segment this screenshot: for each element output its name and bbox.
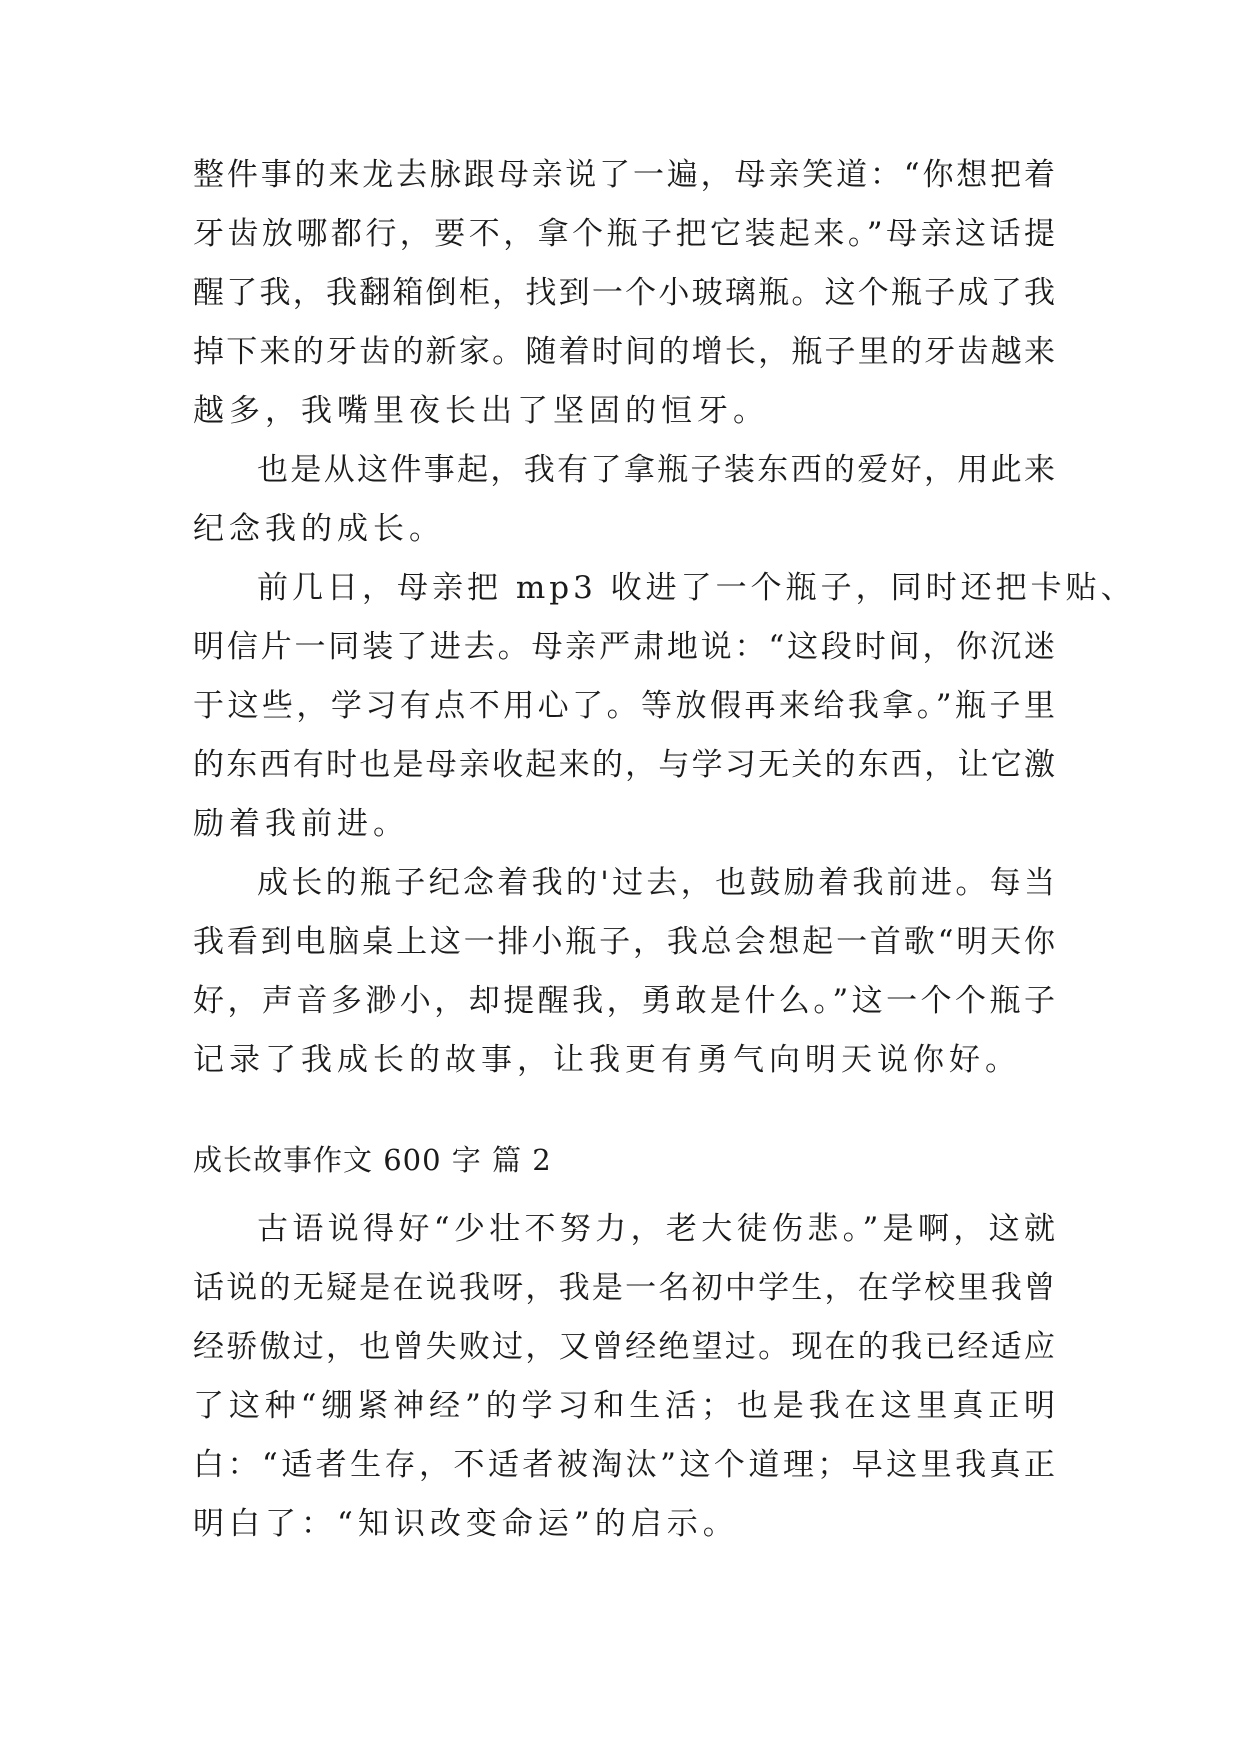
paragraph-line: 前几日，母亲把 mp3 收进了一个瓶子，同时还把卡贴、: [257, 570, 1136, 606]
paragraph-line: 话说的无疑是在说我呀，我是一名初中学生，在学校里我曾: [193, 1270, 1055, 1306]
paragraph-line: 于这些，学习有点不用心了。等放假再来给我拿。”瓶子里: [193, 688, 1055, 724]
paragraph-line: 了这种“绷紧神经”的学习和生活；也是我在这里真正明: [193, 1388, 1055, 1424]
paragraph-line: 明白了：“知识改变命运”的启示。: [193, 1506, 739, 1542]
paragraph-line: 经骄傲过，也曾失败过，又曾经绝望过。现在的我已经适应: [193, 1329, 1055, 1365]
paragraph-line: 明信片一同装了进去。母亲严肃地说：“这段时间，你沉迷: [193, 629, 1055, 665]
paragraph-line: 牙齿放哪都行，要不，拿个瓶子把它装起来。”母亲这话提: [193, 216, 1055, 252]
paragraph-line: 越多，我嘴里夜长出了坚固的恒牙。: [193, 393, 769, 429]
paragraph-line: 也是从这件事起，我有了拿瓶子装东西的爱好，用此来: [257, 452, 1055, 488]
paragraph-line: 醒了我，我翻箱倒柜，找到一个小玻璃瓶。这个瓶子成了我: [193, 275, 1055, 311]
paragraph-line: 好，声音多渺小，却提醒我，勇敢是什么。”这一个个瓶子: [193, 983, 1055, 1019]
paragraph-line: 纪念我的成长。: [193, 511, 445, 547]
paragraph-line: 我看到电脑桌上这一排小瓶子，我总会想起一首歌“明天你: [193, 924, 1055, 960]
paragraph-line: 掉下来的牙齿的新家。随着时间的增长，瓶子里的牙齿越来: [193, 334, 1055, 370]
paragraph-line: 的东西有时也是母亲收起来的，与学习无关的东西，让它激: [193, 747, 1055, 783]
paragraph-line: 整件事的来龙去脉跟母亲说了一遍，母亲笑道：“你想把着: [193, 157, 1055, 193]
paragraph-line: 古语说得好“少壮不努力，老大徒伤悲。”是啊，这就: [257, 1211, 1055, 1247]
paragraph-line: 成长的瓶子纪念着我的'过去，也鼓励着我前进。每当: [257, 865, 1055, 901]
section-heading: 成长故事作文 600 字 篇 2: [193, 1143, 552, 1177]
paragraph-line: 励着我前进。: [193, 806, 409, 842]
paragraph-line: 白：“适者生存，不适者被淘汰”这个道理；早这里我真正: [193, 1447, 1055, 1483]
paragraph-line: 记录了我成长的故事，让我更有勇气向明天说你好。: [193, 1042, 1021, 1078]
